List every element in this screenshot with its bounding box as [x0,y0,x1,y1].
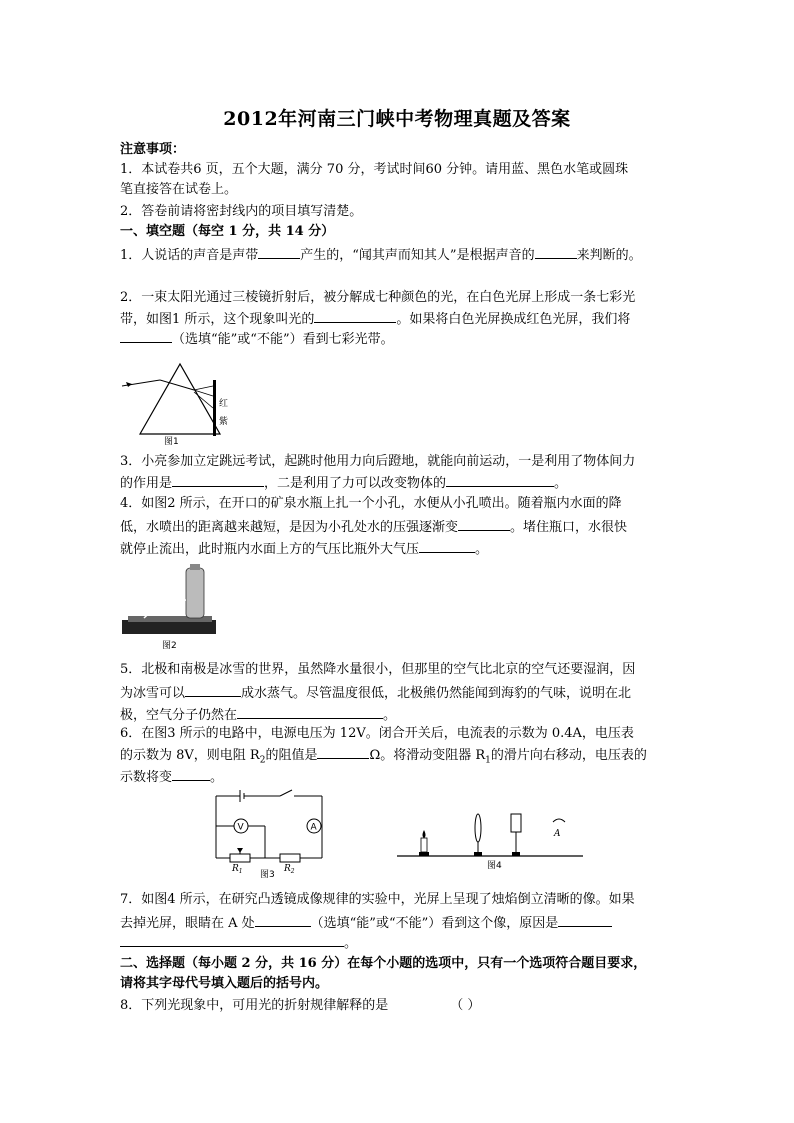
q6-text-e: 示数将变 [120,770,173,785]
answer-blank[interactable] [120,328,172,343]
question-5-line-2 [120,682,686,704]
dispersed-ray [194,386,213,390]
figure-2-caption: 图2 [162,641,177,651]
answer-blank[interactable] [314,308,396,323]
section-1-heading: 一、填空题（每空 1 分，共 14 分） [120,224,335,239]
q2-text-a: 带，如图1 所示，这个现象叫光的 [120,312,315,327]
r2-label: $R_2$ [284,864,295,875]
figure-4-caption: 图4 [487,861,502,870]
switch-lever [280,790,292,796]
position-a-label: A [554,829,561,839]
tray-base [122,620,216,634]
question-4-line-3 [120,538,686,560]
light-screen [213,380,216,436]
refracted-ray [160,380,194,390]
q3-text-b: ，二是利用了力可以改变物体的 [264,476,447,491]
answer-blank[interactable] [185,682,241,697]
ammeter-label: A [310,822,317,833]
slider-arrow-icon [237,848,243,853]
answer-blank[interactable] [446,472,554,487]
question-7-line-3 [120,932,686,954]
prism-shape [140,364,220,434]
q3-text-c: 。 [554,476,568,491]
q2-text-b: 。如果将白色光屏换成红色光屏，我们将 [396,312,631,327]
answer-blank[interactable] [120,932,344,947]
r1-label: $R_1$ [232,864,243,875]
q6-text-c: Ω。将滑动变阻器 R [369,748,486,763]
q7-text-c: 。 [344,936,358,951]
question-3-line-2 [120,472,686,494]
q3-text-a: 的作用是 [120,476,173,491]
q8-answer-paren[interactable]: （ ） [450,998,481,1013]
notice-item-1a: 1．本试卷共6 页，五个大题，满分 70 分，考试时间60 分钟。请用蓝、黑色水笔或圆珠 [120,162,629,177]
q7-text-b: （选填“能”或“不能”）看到这个像，原因是 [310,916,559,931]
section-2-heading-line-2: 请将其字母代号填入题后的括号内。 [120,976,329,991]
answer-blank[interactable] [558,912,612,927]
notice-heading: 注意事项： [120,142,186,157]
purple-label: 紫 [219,417,229,427]
notice-item-1b: 笔直接答在试卷上。 [120,182,238,197]
q1-text-b: 产生的，“闻其声而知其人”是根据声音的 [300,248,535,263]
water-stream [144,600,186,618]
answer-blank[interactable] [255,912,311,927]
figure-2-bottle [120,562,220,652]
screen-base [512,852,520,856]
q6-text-f: 。 [210,770,224,785]
question-2-line-3 [120,328,686,350]
answer-blank[interactable] [172,766,210,781]
q4-text-b: 。堵住瓶口，水很快 [510,520,628,535]
candle [421,838,427,852]
answer-blank[interactable] [258,244,300,259]
figure-4-lens-setup [395,810,585,870]
question-7-line-2 [120,912,686,934]
question-6-line-1: 6．在图3 所示的电路中，电源电压为 12V。闭合开关后，电流表的示数为 0.4A，电压表 [120,726,634,741]
answer-blank[interactable] [172,472,264,487]
question-3-line-1: 3．小亮参加立定跳远考试，起跳时他用力向后蹬地，就能向前运动，一是利用了物体间力 [120,454,636,469]
q4-text-a: 低，水喷出的距离越来越短，是因为小孔处水的压强逐渐变 [120,520,459,535]
voltmeter-label: V [237,822,244,833]
q6-text-a: 的示数为 8V，则电阻 R [120,748,260,763]
figure-1-prism [120,356,240,446]
q5-text-b: 成水蒸气。尽管温度很低，北极熊仍然能闻到海豹的气味，说明在北 [241,686,632,701]
flame-icon [423,830,426,838]
question-8 [120,996,686,1016]
question-2-line-2 [120,308,686,330]
q5-text-a: 为冰雪可以 [120,686,186,701]
answer-blank[interactable] [237,704,383,719]
q5-text-c: 极，空气分子仍然在 [120,708,238,723]
page-title: 2012年河南三门峡中考物理真题及答案 [223,108,571,130]
q1-text-a: 1．人说话的声音是声带 [120,248,259,263]
q7-text-a: 去掉光屏，眼睛在 A 处 [120,916,255,931]
q6-sub-2: 2 [259,755,266,766]
question-5-line-1: 5．北极和南极是冰雪的世界，虽然降水量很小，但那里的空气比北京的空气还要湿润，因 [120,662,636,677]
question-6-line-3 [120,766,686,788]
q6-text-d: 的滑片向右移动，电压表的 [490,748,647,763]
bottle-cap [190,564,200,570]
question-7-line-1: 7．如图4 所示，在研究凸透镜成像规律的实验中，光屏上呈现了烛焰倒立清晰的像。如果 [120,892,635,907]
q5-text-d: 。 [383,708,397,723]
figure-3-caption: 图3 [260,870,275,878]
q2-text-c: （选填“能”或“不能”）看到七彩光带。 [172,332,394,347]
answer-blank[interactable] [458,516,510,531]
q8-text: 8．下列光现象中，可用光的折射规律解释的是 [120,998,389,1013]
question-1 [120,244,686,266]
question-4-line-2 [120,516,686,538]
q1-text-c: 来判断的。 [576,248,642,263]
resistor-r1 [230,854,250,862]
answer-blank[interactable] [535,244,577,259]
notice-item-2: 2．答卷前请将密封线内的项目填写清楚。 [120,204,363,219]
q6-sub-1: 1 [485,755,491,766]
q6-text-b: 的阻值是 [265,748,318,763]
candle-stand [419,852,429,856]
answer-blank[interactable] [317,744,369,759]
section-2-heading-line-1: 二、选择题（每小题 2 分，共 16 分）在每个小题的选项中，只有一个选项符合题目要求， [120,956,647,971]
q4-text-c: 就停止流出，此时瓶内水面上方的气压比瓶外大气压 [120,542,420,557]
figure-1-caption: 图1 [164,437,179,446]
resistor-r2 [280,854,300,862]
q4-text-d: 。 [475,542,489,557]
lens-base [474,852,482,856]
question-2-line-1: 2．一束太阳光通过三棱镜折射后，被分解成七种颜色的光，在白色光屏上形成一条七彩光 [120,290,636,305]
question-5-line-3 [120,704,686,726]
arrow-icon [126,382,132,387]
question-4-line-1: 4．如图2 所示，在开口的矿泉水瓶上扎一个小孔，水便从小孔喷出。随着瓶内水面的降 [120,496,622,511]
figure-3-circuit [210,786,330,878]
answer-blank[interactable] [419,538,475,553]
bottle [186,568,204,618]
convex-lens [475,814,481,842]
red-label: 红 [219,399,229,409]
eye-icon [553,819,565,822]
light-screen [511,814,521,832]
